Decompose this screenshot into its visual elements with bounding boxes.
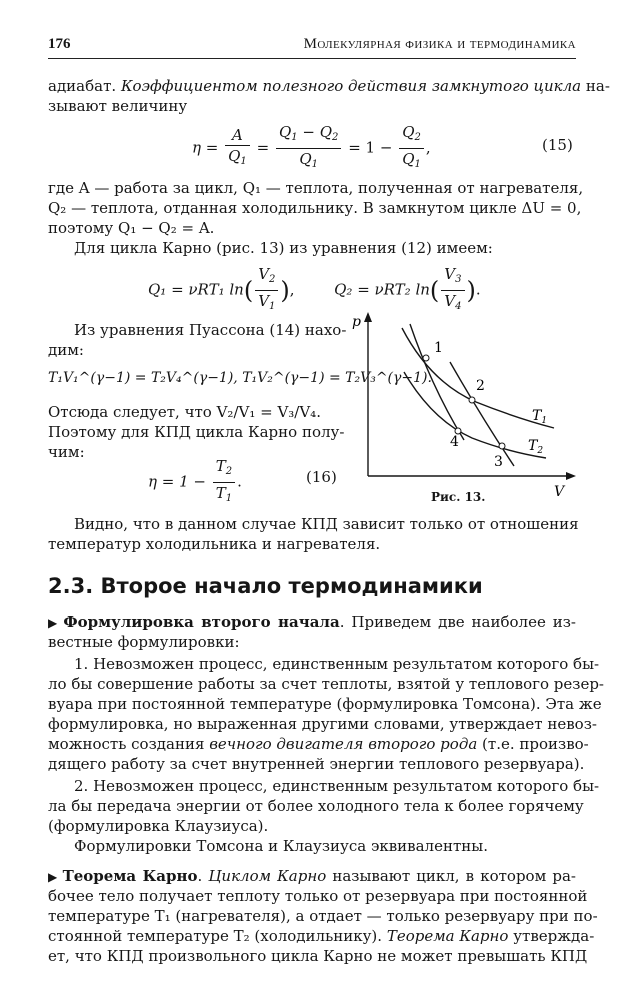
fraction (276, 122, 341, 175)
text-span: на- (581, 77, 610, 95)
paragraph-line: где A — работа за цикл, Q₁ — теплота, полученная от нагревателя, (48, 179, 584, 197)
paragraph-line: температуре T₁ (нагревателя), а отдает — только резервуару при по- (48, 907, 598, 925)
running-title: Молекулярная физика и термодинамика (303, 36, 576, 52)
paragraph-line (48, 926, 595, 946)
paragraph-line: Отсюда следует, что V₂/V₁ = V₃/V₄. (48, 403, 321, 421)
text-span: (т.е. произво- (477, 735, 589, 753)
denominator: $Q_1$ (402, 150, 421, 170)
text-span: стоянной температуре T₂ (холодильнику). (48, 927, 387, 945)
paragraph-line: Из уравнения Пуассона (14) нахо- (74, 321, 347, 339)
equation-15: η = $\frac{A}{Q_1}$ = $\frac{Q_1 - Q_2}{Q_1}$ = 1 − $\frac{Q_2}{Q_1}$ , (192, 122, 431, 175)
fraction (225, 125, 250, 172)
text-span: . Приведем две наиболее из- (339, 613, 576, 631)
paragraph-line: Поэтому для КПД цикла Карно полу- (48, 423, 345, 441)
point-2 (469, 397, 475, 403)
paragraph-line: вестные формулировки: (48, 633, 240, 651)
italic-term: вечного двигателя второго рода (209, 735, 478, 753)
fraction: $\frac{T_2}{T_1}$ (213, 456, 235, 509)
text-span: называют цикл, в котором ра- (326, 867, 576, 885)
t1-label: $T_1$ (532, 408, 548, 426)
paragraph-line: поэтому Q₁ − Q₂ = A. (48, 219, 215, 237)
p-axis-arrow (364, 312, 372, 322)
text-span: . (197, 867, 209, 885)
carnot-cycle-figure (348, 310, 580, 510)
paragraph-line: формулировка, но выраженная другими словами, утверждает невоз- (48, 715, 597, 733)
t2-label: $T_2$ (528, 438, 544, 456)
paragraph-line: дящего работу за счет внутренней энергии теплового резервуара). (48, 755, 585, 773)
point-1-label: 1 (434, 340, 443, 356)
paragraph-line: бочее тело получает теплоту только от резервуара при постоянной (48, 887, 588, 905)
figure-caption: Рис. 13. (431, 490, 486, 504)
paragraph-line: температур холодильника и нагревателя. (48, 535, 381, 553)
point-1 (423, 355, 429, 361)
numerator: $Q_2$ (399, 122, 424, 149)
paragraph-line: ло бы совершение работы за счет теплоты, взятой у теплового резер- (48, 675, 605, 693)
equation-16: η = 1 − $\frac{T_2}{T_1}$ . (148, 456, 242, 509)
paragraph-line: 2. Невозможен процесс, единственным результатом которого бы- (74, 777, 600, 795)
paragraph-line: Для цикла Карно (рис. 13) из уравнения (12) имеем: (74, 239, 493, 257)
triangle-bullet-icon: ▶ (48, 616, 60, 630)
paragraph-line: (формулировка Клаузиуса). (48, 817, 269, 835)
triangle-bullet-icon: ▶ (48, 870, 59, 884)
text-span: утвержда- (508, 927, 595, 945)
equation-number: (15) (542, 136, 573, 154)
numerator: $Q_1 - Q_2$ (276, 122, 341, 149)
italic-term: Теорема Карно (386, 927, 509, 945)
paragraph-line: ла бы передача энергии от более холодного тела к более горячему (48, 797, 584, 815)
text-span: адиабат. (48, 77, 121, 95)
point-3 (499, 443, 505, 449)
point-3-label: 3 (494, 454, 503, 470)
paragraph-line (48, 866, 576, 887)
italic-term: Коэффициентом полезного действия замкнутого цикла (120, 77, 582, 95)
bold-term: Формулировка второго начала (63, 613, 340, 631)
eq-eta: η = (192, 138, 219, 157)
paragraph-line (48, 76, 610, 96)
fraction: $\frac{V_2}{V_1}$ (255, 264, 278, 317)
denominator: $Q_1$ (299, 150, 319, 170)
eq-one-minus: = 1 − (348, 138, 393, 157)
paragraph-line: Q₂ — теплота, отданная холодильнику. В замкнутом цикле ΔU = 0, (48, 199, 582, 217)
numerator: A (225, 125, 250, 146)
isotherm-t2 (404, 372, 546, 458)
paragraph-line: Видно, что в данном случае КПД зависит только от отношения (74, 515, 579, 533)
p-axis-label: p (352, 314, 361, 330)
denominator: $Q_1$ (228, 147, 247, 167)
equation-number: (16) (306, 468, 337, 486)
page-header (48, 34, 576, 59)
page-number: 176 (48, 36, 71, 52)
bold-term: Теорема Карно (62, 867, 198, 885)
eq-eta: η = 1 − (148, 472, 206, 491)
v-axis-label: V (554, 484, 565, 500)
paragraph-line: дим: (48, 341, 84, 359)
paragraph-line: Формулировки Томсона и Клаузиуса эквивалентны. (74, 837, 488, 855)
eq-right: Q₂ = νRT₂ ln (334, 280, 430, 299)
paragraph-line (48, 612, 576, 633)
eq-left: Q₁ = νRT₁ ln (148, 280, 244, 299)
fraction: $\frac{V_3}{V_4}$ (441, 264, 464, 317)
paragraph-line: зывают величину (48, 97, 188, 115)
paragraph-line: чим: (48, 443, 85, 461)
section-title: 2.3. Второе начало термодинамики (48, 574, 483, 598)
point-2-label: 2 (476, 378, 485, 394)
poisson-equation: T₁V₁^(γ−1) = T₂V₄^(γ−1), T₁V₂^(γ−1) = T₂V₃^(γ−1). (48, 370, 432, 386)
paragraph-line (48, 734, 589, 754)
equation-carnot: Q₁ = νRT₁ ln( $\frac{V_2}{V_1}$ ), Q₂ = νRT₂ ln( $\frac{V_3}{V_4}$ ). (148, 264, 481, 317)
paragraph-line: 1. Невозможен процесс, единственным результатом которого бы- (74, 655, 600, 673)
text-span: можность создания (48, 735, 210, 753)
eq-sign: = (256, 138, 270, 157)
paragraph-line: ет, что КПД произвольного цикла Карно не может превышать КПД (48, 947, 588, 965)
fraction (399, 122, 424, 175)
v-axis-arrow (566, 472, 576, 480)
italic-term: Циклом Карно (208, 867, 327, 885)
paragraph-line: вуара при постоянной температуре (формулировка Томсона). Эта же (48, 695, 602, 713)
point-4-label: 4 (450, 434, 459, 450)
